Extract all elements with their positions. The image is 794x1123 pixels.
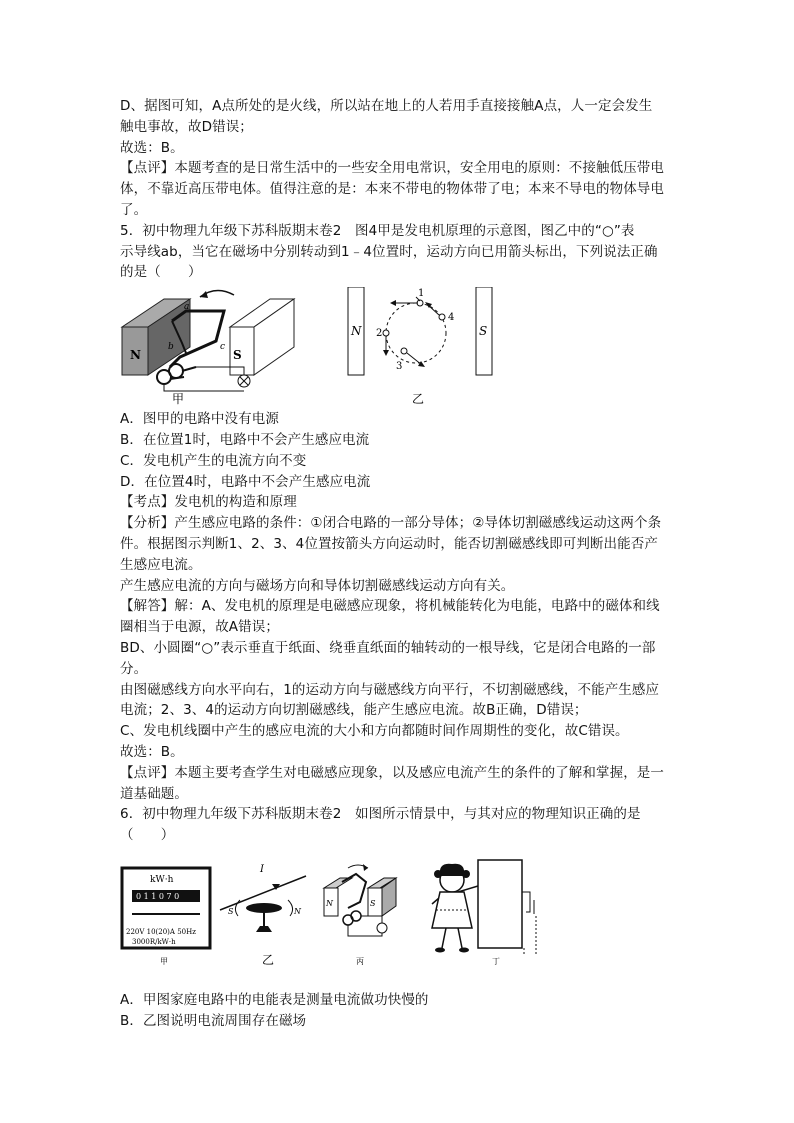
option-d: D．在位置4时，电路中不会产生感应电流	[120, 473, 371, 490]
figure-caption-ding: 丁	[492, 956, 500, 966]
question-stem: 5．初中物理九年级下苏科版期末卷2 图4甲是发电机原理的示意图，图乙中的“○”表	[120, 222, 635, 239]
q6-figures	[120, 852, 680, 984]
question-5	[120, 221, 680, 805]
analysis-line: BD、小圆圈“○”表示垂直于纸面、绕垂直纸面的轴转动的一根导线，它是闭合电路的一部	[120, 639, 656, 656]
analysis-line: 【点评】本题主要考查学生对电磁感应现象，以及感应电流产生的条件的了解和掌握，是一	[120, 764, 664, 781]
figure-caption-yi: 乙	[262, 952, 275, 967]
magnet-n-label: N	[130, 348, 141, 363]
analysis-line: 件。根据图示判断1、2、3、4位置按箭头方向运动时，能否切割磁感线即可判断出能否产	[120, 535, 658, 552]
analysis-line: 【分析】产生感应电路的条件：①闭合电路的一部分导体；②导体切割磁感线运动这两个条	[120, 515, 662, 532]
option-a: A．图甲的电路中没有电源	[120, 411, 279, 428]
generator-figure	[120, 287, 680, 405]
question-6	[120, 804, 680, 1031]
question-stem: 的是（ ）	[120, 264, 202, 281]
meter-digits: 0 1 1 0 7 0	[136, 891, 180, 901]
needle-s-label: S	[228, 906, 234, 916]
position-label-2: 2	[376, 328, 383, 340]
text-line: 了。	[120, 201, 148, 218]
coil-label-b: b	[168, 342, 174, 353]
figure-caption-bing: 丙	[356, 956, 364, 966]
option-b: B．在位置1时，电路中不会产生感应电流	[120, 431, 370, 448]
meter-unit: kW·h	[150, 874, 174, 885]
figure-caption-yi: 乙	[412, 392, 425, 406]
positions-diagram	[348, 287, 492, 405]
analysis-line: 由图磁感线方向水平向右，1的运动方向与磁感线方向平行，不切割磁感线，不能产生感应	[120, 681, 660, 698]
option-b: B．乙图说明电流周围存在磁场	[120, 1012, 307, 1029]
figure-caption-jia: 甲	[172, 392, 185, 406]
lamp-icon	[377, 923, 387, 933]
position-label-3: 3	[396, 361, 403, 373]
analysis-line: 圈相当于电源，故A错误；	[120, 619, 279, 636]
magnet-s-label: S	[370, 898, 376, 908]
text-line: 【点评】本题考查的是日常生活中的一些安全用电常识，安全用电的原则：不接触低压带电	[120, 160, 664, 177]
analysis-line: 【解答】解：A、发电机的原理是电磁感应现象，将机械能转化为电能，电路中的磁体和线	[120, 598, 660, 615]
text-line: 故选：B。	[120, 139, 184, 156]
current-label: I	[260, 863, 264, 875]
magnet-s-label: S	[479, 324, 488, 339]
energy-meter	[122, 868, 210, 966]
analysis-line: 产生感应电流的方向与磁场方向和导体切割磁感线运动方向有关。	[120, 577, 515, 594]
question-stem: （ ）	[120, 827, 175, 844]
meter-rating: 220V 10(20)A 50Hz	[126, 927, 196, 936]
analysis-line: C、发电机线圈中产生的感应电流的大小和方向都随时间作周期性的变化，故C错误。	[120, 723, 629, 740]
option-a: A．甲图家庭电路中的电能表是测量电流做功快慢的	[120, 991, 429, 1008]
q4-tail	[120, 96, 680, 221]
analysis-line: 【考点】发电机的构造和原理	[120, 494, 297, 511]
magnet-n-label: N	[326, 898, 333, 908]
analysis-line: 道基础题。	[120, 785, 188, 802]
analysis-line: 生感应电流。	[120, 556, 202, 573]
text-line: 触电事故，故D错误；	[120, 118, 253, 135]
question-stem: 6．初中物理九年级下苏科版期末卷2 如图所示情景中，与其对应的物理知识正确的是	[120, 806, 641, 823]
analysis-line: 电流；2、3、4的运动方向切割磁感线，能产生感应电流。故B正确，D错误；	[120, 702, 588, 719]
text-line: 体，不靠近高压带电体。值得注意的是：本来不带电的物体带了电；本来不导电的物体导电	[120, 181, 664, 198]
text-line: D、据图可知，A点所处的是火线，所以站在地上的人若用手直接接触A点，人一定会发生	[120, 98, 653, 114]
q6-diagram	[120, 852, 680, 984]
generator-diagram	[120, 287, 680, 405]
question-stem: 示导线ab，当它在磁场中分别转动到1﹣4位置时，运动方向已用箭头标出，下列说法正确	[120, 243, 658, 260]
oersted-experiment	[220, 864, 306, 967]
document-page	[120, 96, 680, 1032]
small-generator	[324, 864, 396, 966]
coil-label-a: a	[184, 302, 190, 313]
meter-constant: 3000R/kW·h	[132, 937, 176, 946]
magnet-s-label: S	[233, 348, 242, 363]
analysis-line: 故选：B。	[120, 743, 184, 760]
figure-caption-jia: 甲	[160, 956, 168, 966]
generator-apparatus	[122, 291, 294, 406]
child-and-appliance	[432, 860, 536, 966]
needle-n-label: N	[294, 906, 301, 916]
position-label-4: 4	[448, 312, 455, 324]
option-c: C．发电机产生的电流方向不变	[120, 452, 307, 469]
coil-label-c: c	[220, 342, 226, 353]
magnet-n-label: N	[351, 324, 362, 339]
position-label-1: 1	[418, 288, 425, 300]
analysis-line: 分。	[120, 660, 148, 677]
